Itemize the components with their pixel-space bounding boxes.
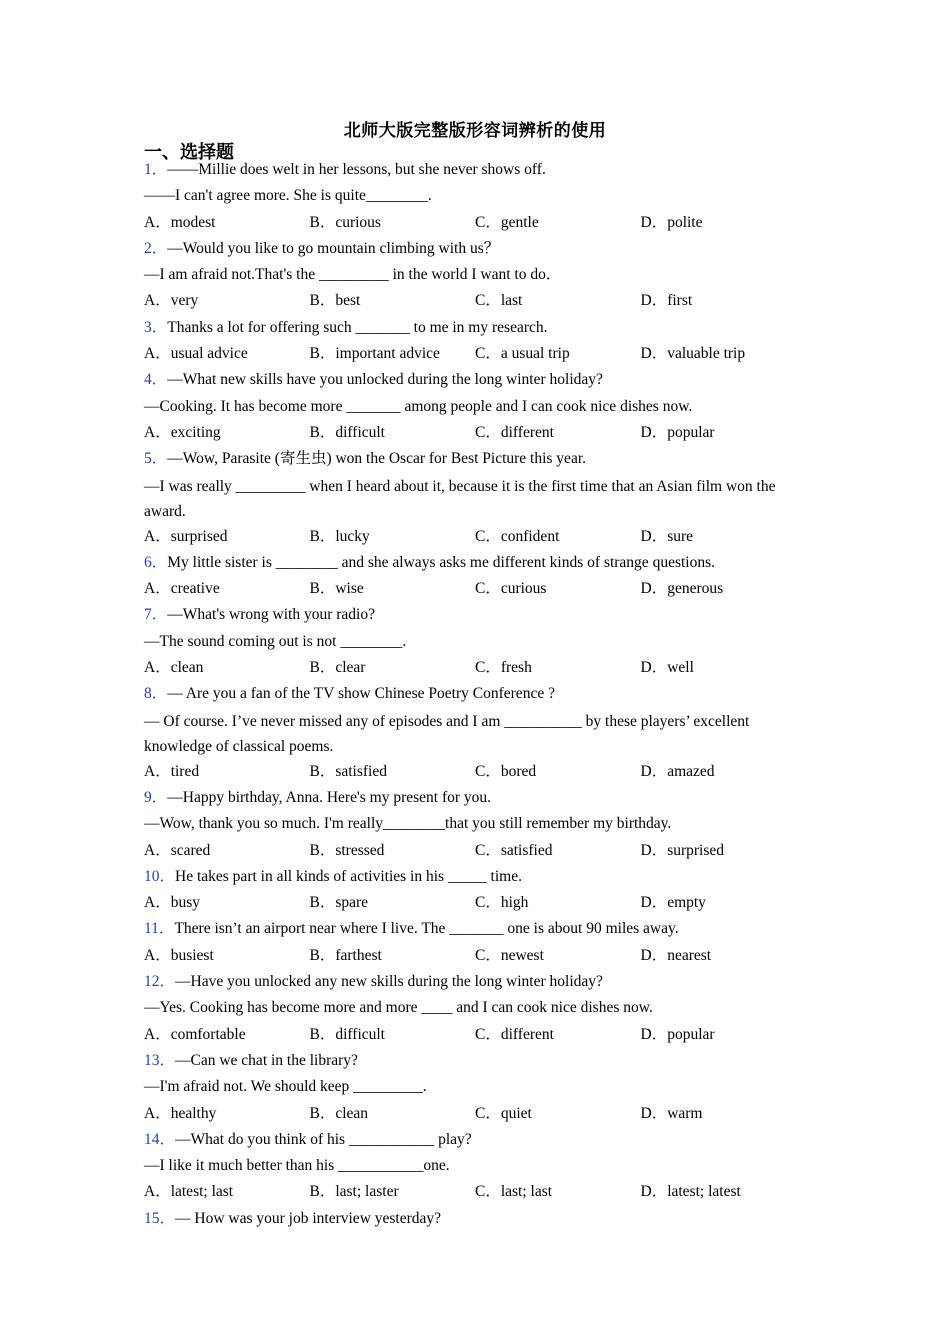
option-a[interactable]: A．tired <box>144 762 200 780</box>
option-d[interactable]: D．well <box>640 659 694 677</box>
option-d[interactable]: D．valuable trip <box>640 345 746 363</box>
question <box>144 865 810 918</box>
question-number: 10． <box>144 867 176 885</box>
question-number: 4． <box>144 371 168 389</box>
question-text: He takes part in all kinds of activities in his _____ time. <box>175 867 522 885</box>
question-text: Thanks a lot for offering such _______ to me in my research. <box>167 318 548 336</box>
question <box>144 917 810 970</box>
option-c[interactable]: C．satisfied <box>475 841 553 859</box>
question-line: —The sound coming out is not ________. <box>144 632 407 650</box>
options-row <box>144 1023 810 1049</box>
option-c[interactable]: C．different <box>475 423 554 441</box>
question-number: 13． <box>144 1051 176 1069</box>
question-stem <box>144 603 810 629</box>
question-text: — How was your job interview yesterday? <box>175 1209 442 1227</box>
question <box>144 603 810 682</box>
options-row <box>144 577 810 603</box>
option-d[interactable]: D．surprised <box>640 841 725 859</box>
question-text: —Would you like to go mountain climbing with us？ <box>167 239 500 257</box>
question-text: ——Millie does welt in her lessons, but she never shows off. <box>167 161 546 178</box>
options-row <box>144 289 810 315</box>
question-number: 11． <box>144 920 175 938</box>
option-a[interactable]: A．comfortable <box>144 1025 246 1043</box>
question-number: 14． <box>144 1130 176 1148</box>
question-number: 6． <box>144 553 168 571</box>
question <box>144 786 810 865</box>
question-number: 12． <box>144 973 176 991</box>
question-stem <box>144 1128 810 1154</box>
option-b[interactable]: B．farthest <box>309 946 382 964</box>
question-number: 7． <box>144 606 168 624</box>
question-stem <box>144 1207 810 1233</box>
option-c[interactable]: C．last; last <box>475 1183 553 1201</box>
option-d[interactable]: D．popular <box>640 423 715 441</box>
section-heading: 一、选择题 <box>144 142 234 162</box>
question-text: —What's wrong with your radio? <box>167 606 375 624</box>
option-b[interactable]: B．clean <box>309 1104 369 1122</box>
option-a[interactable]: A．modest <box>144 213 216 231</box>
option-d[interactable]: D．generous <box>640 580 724 598</box>
option-b[interactable]: B．lucky <box>309 527 370 545</box>
option-d[interactable]: D．sure <box>640 527 694 545</box>
options-row <box>144 839 810 865</box>
option-b[interactable]: B．satisfied <box>309 762 387 780</box>
option-c[interactable]: C．different <box>475 1025 554 1043</box>
question-stem <box>144 237 810 263</box>
option-b[interactable]: B．difficult <box>309 1025 385 1043</box>
question-stem <box>144 316 810 342</box>
question-line: ——I can't agree more. She is quite________. <box>144 187 432 205</box>
question <box>144 1128 810 1207</box>
options-row <box>144 525 810 551</box>
question <box>144 316 810 369</box>
question-stem <box>144 917 810 943</box>
options-row <box>144 1102 810 1128</box>
option-a[interactable]: A．very <box>144 292 199 310</box>
question-stem <box>144 368 810 394</box>
option-b[interactable]: B．last; laster <box>309 1183 399 1201</box>
question-line: —I was really _________ when I heard about it, because it is the first time that an Asian film won the award. <box>144 477 776 520</box>
option-a[interactable]: A．usual advice <box>144 345 248 363</box>
option-c[interactable]: C．a usual trip <box>475 345 570 363</box>
option-b[interactable]: B．clear <box>309 659 366 677</box>
question-text: —What do you think of his ___________ play? <box>175 1130 472 1148</box>
options-row <box>144 342 810 368</box>
question-line: —Wow, thank you so much. I'm really________that you still remember my birthday. <box>144 815 672 833</box>
question-text: —Happy birthday, Anna. Here's my present for you. <box>167 788 492 806</box>
question-line: —I'm afraid not. We should keep _________. <box>144 1078 427 1096</box>
option-d[interactable]: D．latest; latest <box>640 1183 741 1201</box>
question-number: 3． <box>144 318 168 336</box>
option-a[interactable]: A．surprised <box>144 527 228 545</box>
question <box>144 447 810 551</box>
question <box>144 237 810 316</box>
question <box>144 158 810 237</box>
option-d[interactable]: D．popular <box>640 1025 715 1043</box>
option-b[interactable]: B．curious <box>309 213 381 231</box>
question-stem <box>144 551 810 577</box>
option-d[interactable]: D．amazed <box>640 762 715 780</box>
question <box>144 551 810 604</box>
options-row <box>144 211 810 237</box>
option-c[interactable]: C．quiet <box>475 1104 532 1122</box>
page-title: 北师大版完整版形容词辨析的使用 <box>343 121 607 140</box>
question-line: —Cooking. It has become more _______ among people and I can cook nice dishes now. <box>144 397 693 415</box>
option-c[interactable]: C．last <box>475 292 523 310</box>
option-b[interactable]: B．stressed <box>309 841 385 859</box>
option-a[interactable]: A．busy <box>144 894 200 912</box>
question <box>144 368 810 447</box>
option-c[interactable]: C．gentle <box>475 213 539 231</box>
question-text: My little sister is ________ and she always asks me different kinds of strange questions. <box>167 553 715 571</box>
options-row <box>144 421 810 447</box>
question-stem <box>144 1049 810 1075</box>
question-number: 2． <box>144 239 168 257</box>
option-a[interactable]: A．clean <box>144 659 204 677</box>
option-b[interactable]: B．difficult <box>309 423 385 441</box>
question-stem <box>144 447 810 473</box>
question-stem <box>144 682 810 708</box>
option-d[interactable]: D．empty <box>640 894 706 912</box>
question-text: There isn’t an airport near where I live. The _______ one is about 90 miles away. <box>174 920 679 938</box>
question-text: — Are you a fan of the TV show Chinese Poetry Conference ? <box>167 685 555 703</box>
question <box>144 1207 810 1233</box>
question-number: 5． <box>144 450 168 468</box>
option-b[interactable]: B．spare <box>309 894 369 912</box>
question-line: — Of course. I’ve never missed any of episodes and I am __________ by these players’ excellent knowledge of classical poems. <box>144 712 750 755</box>
option-c[interactable]: C．fresh <box>475 659 532 677</box>
option-d[interactable]: D．nearest <box>640 946 712 964</box>
question <box>144 1049 810 1128</box>
option-b[interactable]: B．best <box>309 292 361 310</box>
options-row <box>144 760 810 786</box>
option-c[interactable]: C．newest <box>475 946 544 964</box>
question-line: —I like it much better than his ___________one. <box>144 1157 450 1175</box>
question-text: —Can we chat in the library? <box>175 1051 358 1069</box>
option-a[interactable]: A．scared <box>144 841 211 859</box>
options-row <box>144 891 810 917</box>
option-d[interactable]: D．first <box>640 292 693 310</box>
option-c[interactable]: C．high <box>475 894 529 912</box>
option-a[interactable]: A．creative <box>144 580 220 598</box>
option-a[interactable]: A．healthy <box>144 1104 217 1122</box>
question-stem <box>144 970 810 996</box>
question <box>144 682 810 786</box>
option-a[interactable]: A．latest; last <box>144 1183 234 1201</box>
option-b[interactable]: B．wise <box>309 580 364 598</box>
option-d[interactable]: D．warm <box>640 1104 703 1122</box>
question-number: 1． <box>144 161 168 178</box>
options-row <box>144 1180 810 1206</box>
options-row <box>144 944 810 970</box>
question-line: —Yes. Cooking has become more and more ____ and I can cook nice dishes now. <box>144 999 653 1017</box>
options-row <box>144 656 810 682</box>
question-text: —Wow, Parasite (寄生虫) won the Oscar for Best Picture this year. <box>167 450 587 468</box>
option-d[interactable]: D．polite <box>640 213 703 231</box>
option-a[interactable]: A．exciting <box>144 423 221 441</box>
option-a[interactable]: A．busiest <box>144 946 214 964</box>
option-c[interactable]: C．curious <box>475 580 547 598</box>
option-b[interactable]: B．important advice <box>309 345 440 363</box>
question-number: 15． <box>144 1209 176 1227</box>
question-stem <box>144 786 810 812</box>
question-line: —I am afraid not.That's the _________ in the world I want to do． <box>144 266 562 284</box>
question-number: 8． <box>144 685 168 703</box>
option-c[interactable]: C．bored <box>475 762 537 780</box>
question <box>144 970 810 1049</box>
question-number: 9． <box>144 788 168 806</box>
question-stem <box>144 158 810 184</box>
option-c[interactable]: C．confident <box>475 527 560 545</box>
question-text: —What new skills have you unlocked during the long winter holiday? <box>167 371 603 389</box>
question-text: —Have you unlocked any new skills during the long winter holiday? <box>175 973 603 991</box>
question-stem <box>144 865 810 891</box>
question-list <box>144 158 810 1233</box>
